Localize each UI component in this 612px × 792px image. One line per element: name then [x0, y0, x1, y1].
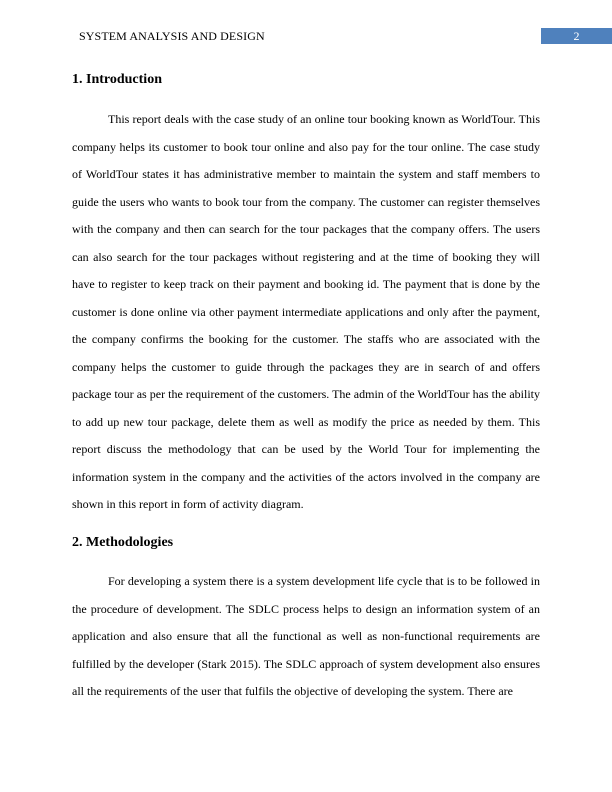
- page-number: 2: [541, 28, 612, 44]
- introduction-paragraph: This report deals with the case study of an online tour booking known as WorldTour. This company helps its customer to book tour online and also pay for the tour online. The case study of WorldTour states it has administrative member to maintain the system and staff members to guide the users who wants to book tour from the company. The customer can register themselves with the company and then can search for the tour packages that the company offers. The users can also search for the tour packages without registering and at the time of booking they will have to register to keep track on their payment and booking id. The payment that is done by the customer is done online via other payment intermediate applications and only after the payment, the company confirms the booking for the customer. The staffs who are associated with the company helps the customer to guide through the packages they are in search of and offers package tour as per the requirement of the customers. The admin of the WorldTour has the ability to add up new tour package, delete them as well as modify the price as needed by them. This report discuss the methodology that can be used by the World Tour for implementing the information system in the company and the activities of the actors involved in the company are shown in this report in form of activity diagram.: [72, 112, 540, 511]
- section-heading-introduction: 1. Introduction: [72, 72, 162, 87]
- section-heading-methodologies: 2. Methodologies: [72, 535, 174, 550]
- running-head: SYSTEM ANALYSIS AND DESIGN: [79, 29, 265, 43]
- methodologies-paragraph: For developing a system there is a system development life cycle that is to be followed in the procedure of development. The SDLC process helps to design an information system of an application and also ensure that all the functional as well as non-functional requirements are fulfilled by the developer (Stark 2015). The SDLC approach of system development also ensures all the requirements of the user that fulfils the objective of developing the system. There are: [72, 574, 540, 698]
